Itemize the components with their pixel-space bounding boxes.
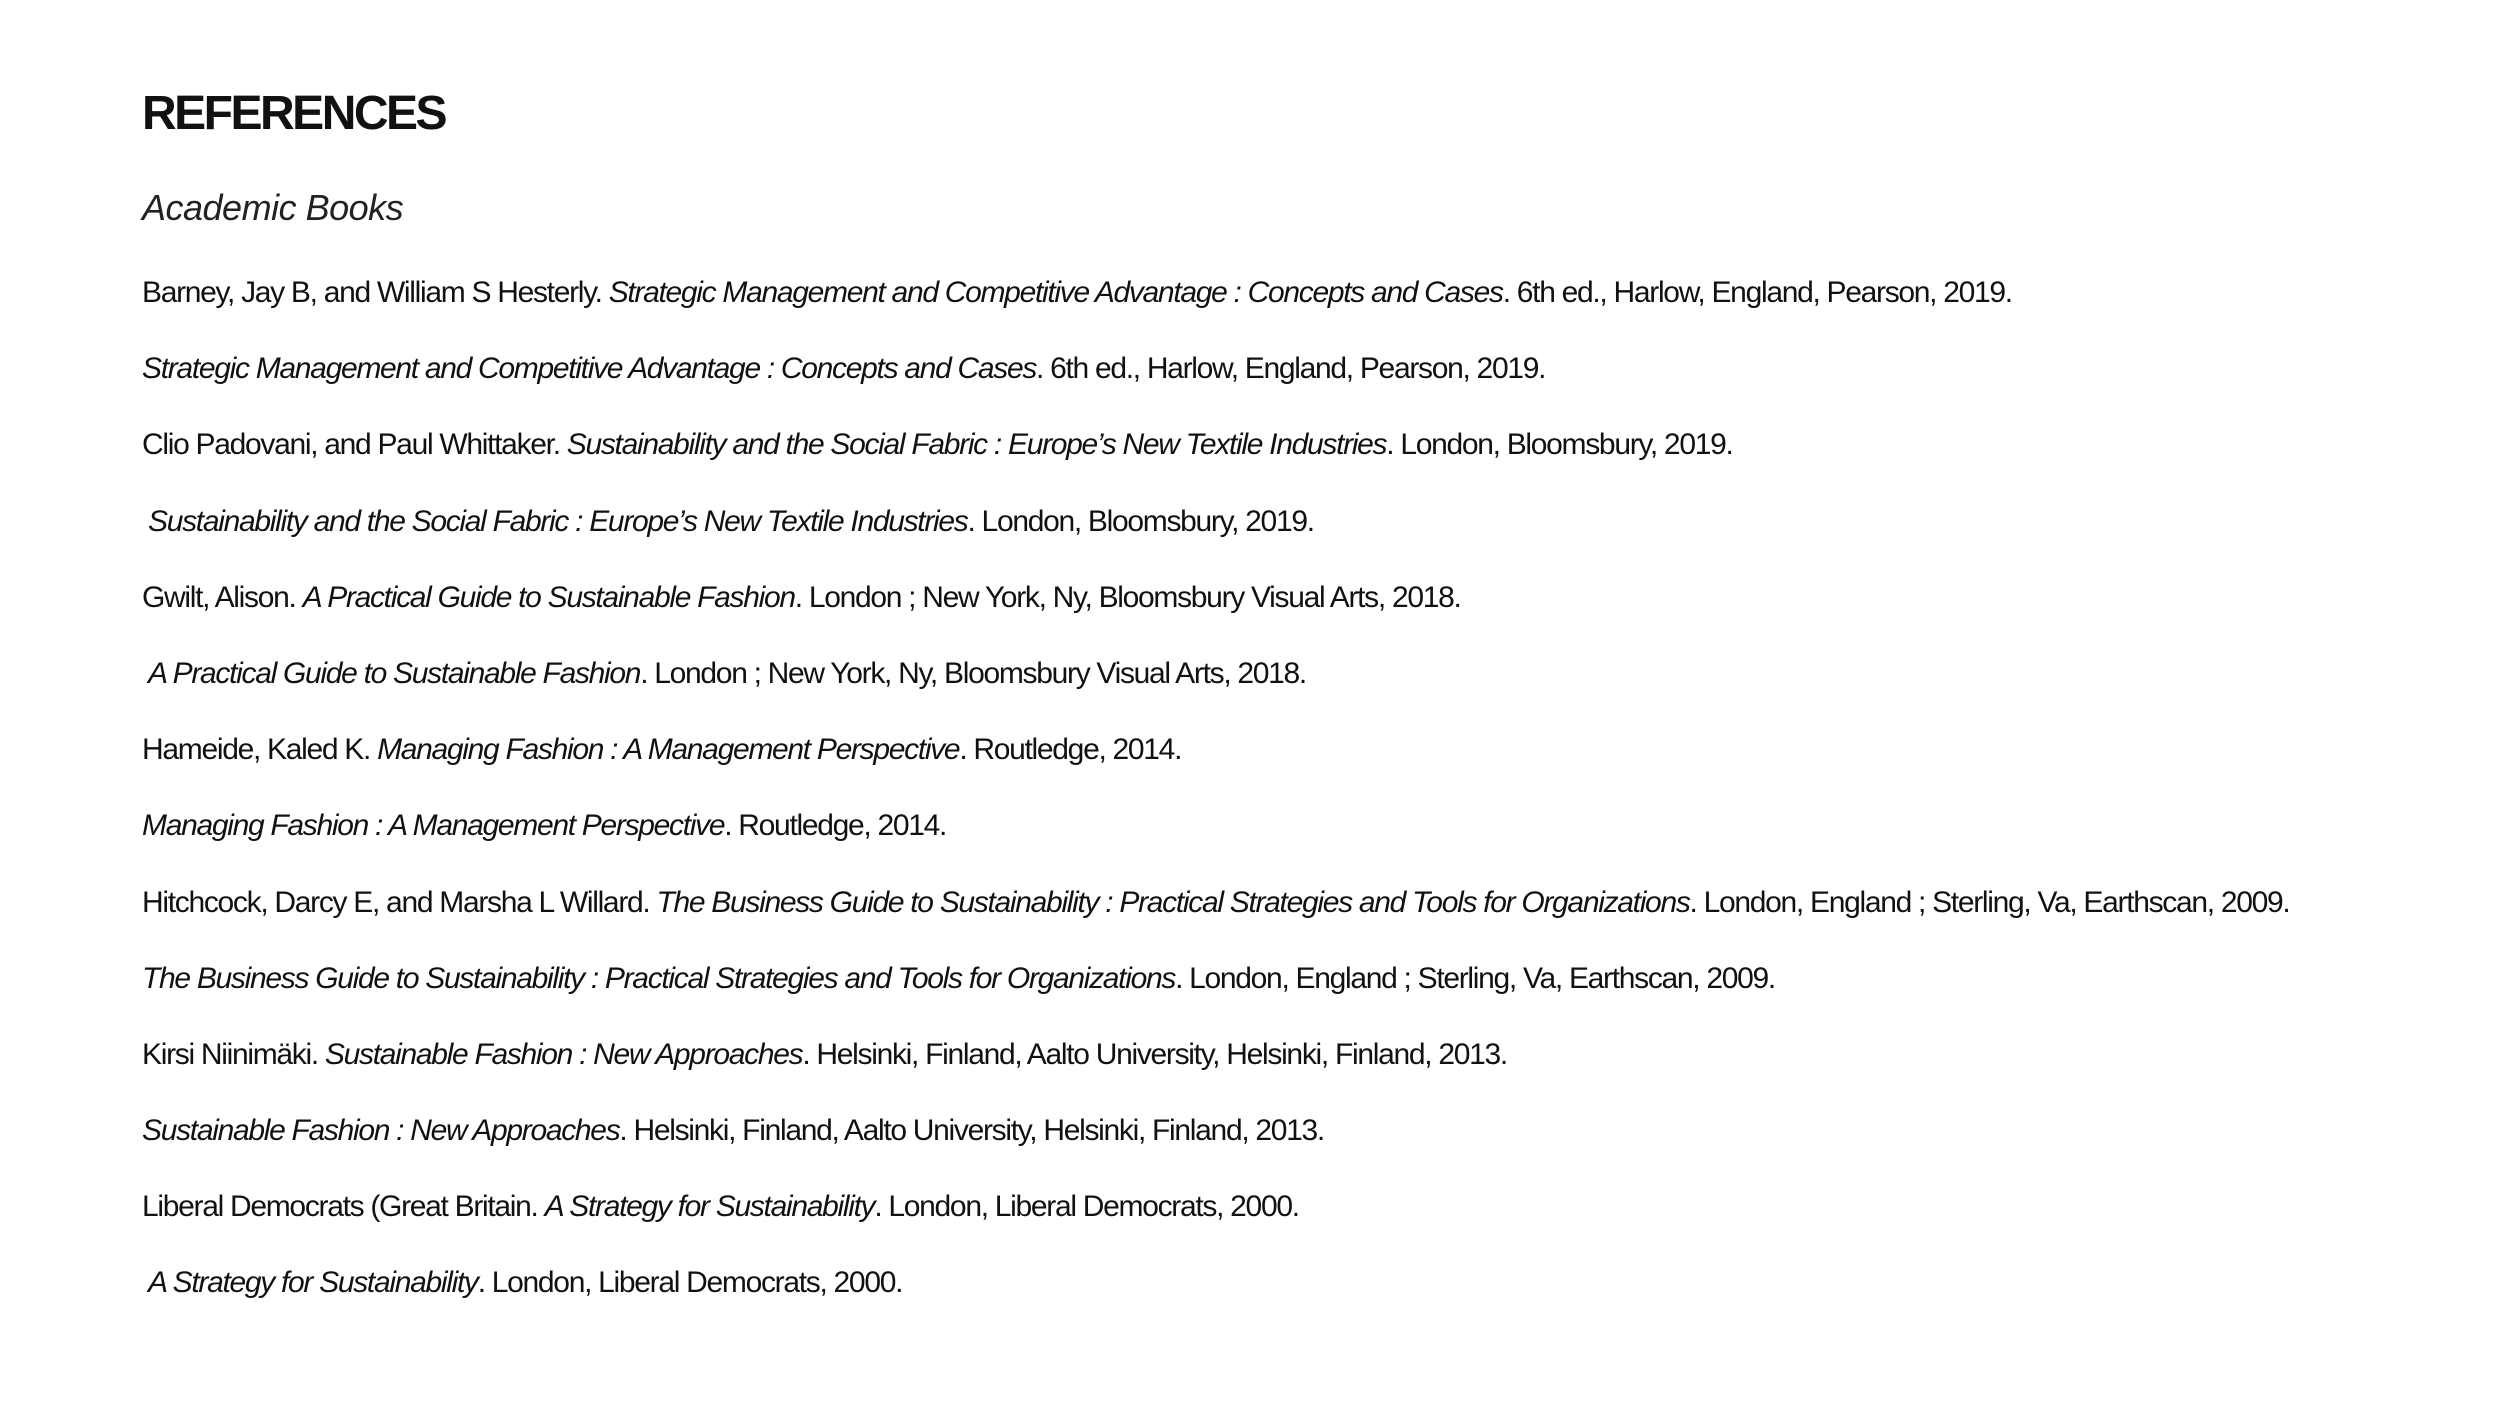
reference-title: Sustainability and the Social Fabric : Europe’s New Textile Industries: [148, 504, 968, 538]
section-subtitle: Academic Books: [142, 187, 404, 228]
reference-publication: . London, Liberal Democrats, 2000.: [477, 1266, 903, 1300]
reference-author: Barney, Jay B, and William S Hesterly.: [142, 276, 609, 309]
reference-title: A Practical Guide to Sustainable Fashion: [302, 580, 795, 614]
reference-publication: . London, Bloomsbury, 2019.: [967, 504, 1314, 538]
reference-author: Clio Padovani, and Paul Whittaker.: [142, 428, 567, 462]
reference-entry: [142, 727, 2289, 803]
reference-entry: [142, 499, 2289, 575]
reference-publication: . London, England ; Sterling, Va, Earthscan, 2009.: [1175, 961, 1775, 995]
page-title: REFERENCES: [142, 87, 446, 140]
reference-publication: . London ; New York, Ny, Bloomsbury Visual Arts, 2018.: [794, 580, 1461, 614]
reference-entry: [142, 270, 2289, 346]
reference-title: Sustainable Fashion : New Approaches: [324, 1037, 803, 1071]
reference-title: Sustainability and the Social Fabric : Europe’s New Textile Industries: [566, 428, 1387, 462]
reference-publication: . 6th ed., Harlow, England, Pearson, 2019.: [1502, 276, 2012, 309]
reference-entry: [142, 1260, 2289, 1336]
reference-publication: . London, England ; Sterling, Va, Earthscan, 2009.: [1689, 885, 2290, 919]
reference-publication: . Helsinki, Finland, Aalto University, Helsinki, Finland, 2013.: [619, 1114, 1324, 1148]
reference-entry: [142, 956, 2289, 1032]
reference-entry: [142, 1108, 2289, 1184]
reference-author: Liberal Democrats (Great Britain.: [142, 1190, 545, 1224]
reference-title: Strategic Management and Competitive Advantage : Concepts and Cases: [142, 352, 1037, 386]
reference-entry: [142, 880, 2289, 956]
reference-title: The Business Guide to Sustainability : Practical Strategies and Tools for Organizations: [142, 961, 1176, 995]
reference-title: A Strategy for Sustainability: [544, 1190, 875, 1224]
reference-publication: . London, Bloomsbury, 2019.: [1386, 428, 1733, 462]
reference-entry: [142, 346, 2289, 422]
reference-entry: [142, 1032, 2289, 1108]
reference-author: Hitchcock, Darcy E, and Marsha L Willard.: [142, 885, 657, 919]
reference-author: Gwilt, Alison.: [142, 580, 303, 614]
reference-publication: . London, Liberal Democrats, 2000.: [874, 1190, 1299, 1224]
reference-author: Hameide, Kaled K.: [142, 733, 378, 767]
reference-publication: . Routledge, 2014.: [959, 733, 1182, 767]
reference-title: The Business Guide to Sustainability : Practical Strategies and Tools for Organizations: [656, 885, 1690, 919]
reference-entry: [142, 1184, 2289, 1260]
reference-author: Kirsi Niinimäki.: [142, 1037, 325, 1071]
reference-entry: [142, 422, 2289, 498]
reference-entry: [142, 575, 2289, 651]
reference-publication: . 6th ed., Harlow, England, Pearson, 2019.: [1036, 352, 1546, 386]
reference-publication: . London ; New York, Ny, Bloomsbury Visual Arts, 2018.: [640, 656, 1306, 690]
reference-list: [142, 270, 2289, 1337]
reference-entry: [142, 803, 2289, 879]
reference-title: Managing Fashion : A Management Perspective: [142, 809, 725, 843]
reference-title: A Strategy for Sustainability: [148, 1266, 478, 1300]
reference-publication: . Helsinki, Finland, Aalto University, Helsinki, Finland, 2013.: [802, 1037, 1507, 1071]
reference-title: Sustainable Fashion : New Approaches: [142, 1114, 620, 1148]
reference-title: A Practical Guide to Sustainable Fashion: [148, 656, 641, 690]
reference-title: Strategic Management and Competitive Advantage : Concepts and Cases: [608, 276, 1503, 309]
reference-entry: [142, 651, 2289, 727]
reference-publication: . Routledge, 2014.: [724, 809, 947, 843]
reference-title: Managing Fashion : A Management Perspective: [377, 733, 960, 767]
